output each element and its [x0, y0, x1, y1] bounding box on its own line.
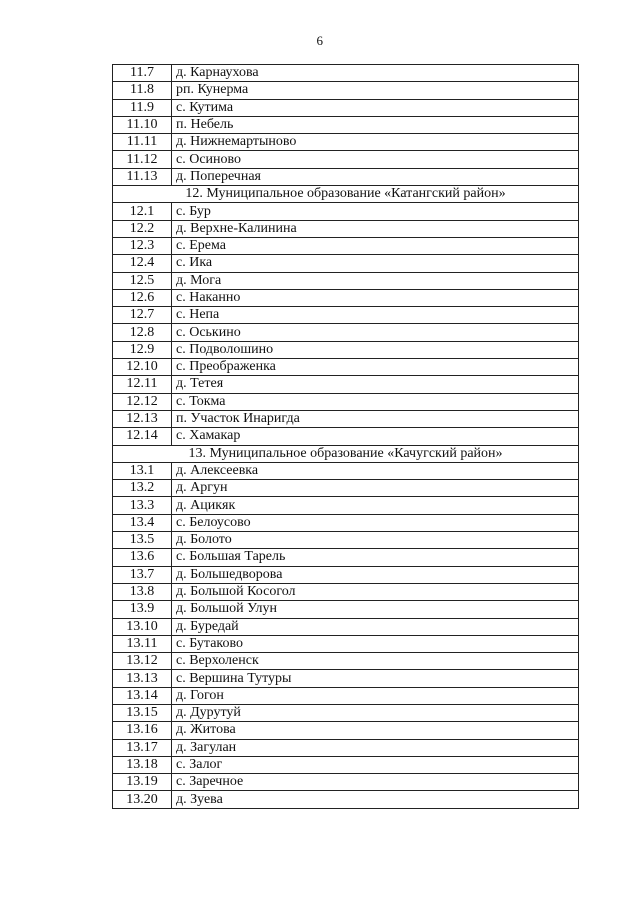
section-header-row: [113, 186, 579, 203]
settlement-name: д. Болото: [172, 532, 579, 549]
table-row: [113, 272, 579, 289]
row-number: 12.6: [113, 289, 172, 306]
row-number: 13.19: [113, 774, 172, 791]
settlement-name: с. Вершина Тутуры: [172, 670, 579, 687]
row-number: 13.17: [113, 739, 172, 756]
settlement-name: с. Заречное: [172, 774, 579, 791]
settlements-table-body: [113, 65, 579, 809]
settlement-name: рп. Кунерма: [172, 82, 579, 99]
settlement-name: д. Буредай: [172, 618, 579, 635]
table-row: [113, 220, 579, 237]
table-row: [113, 480, 579, 497]
table-row: [113, 203, 579, 220]
table-row: [113, 635, 579, 652]
row-number: 12.8: [113, 324, 172, 341]
settlement-name: с. Токма: [172, 393, 579, 410]
row-number: 12.7: [113, 307, 172, 324]
table-row: [113, 99, 579, 116]
row-number: 12.9: [113, 341, 172, 358]
settlement-name: с. Подволошино: [172, 341, 579, 358]
settlement-name: п. Участок Инаригда: [172, 410, 579, 427]
table-row: [113, 566, 579, 583]
row-number: 13.16: [113, 722, 172, 739]
table-row: [113, 341, 579, 358]
settlement-name: с. Бутаково: [172, 635, 579, 652]
table-row: [113, 237, 579, 254]
row-number: 11.9: [113, 99, 172, 116]
table-row: [113, 324, 579, 341]
settlements-table: [112, 64, 579, 809]
row-number: 13.11: [113, 635, 172, 652]
row-number: 12.4: [113, 255, 172, 272]
settlement-name: с. Наканно: [172, 289, 579, 306]
row-number: 12.12: [113, 393, 172, 410]
table-row: [113, 618, 579, 635]
table-row: [113, 393, 579, 410]
row-number: 11.10: [113, 116, 172, 133]
row-number: 13.8: [113, 583, 172, 600]
settlement-name: с. Ерема: [172, 237, 579, 254]
settlement-name: п. Небель: [172, 116, 579, 133]
table-row: [113, 410, 579, 427]
table-row: [113, 514, 579, 531]
table-row: [113, 289, 579, 306]
settlement-name: с. Преображенка: [172, 359, 579, 376]
row-number: 11.13: [113, 168, 172, 185]
table-row: [113, 670, 579, 687]
settlement-name: д. Поперечная: [172, 168, 579, 185]
table-row: [113, 704, 579, 721]
settlement-name: с. Бур: [172, 203, 579, 220]
table-row: [113, 532, 579, 549]
settlement-name: д. Гогон: [172, 687, 579, 704]
row-number: 13.10: [113, 618, 172, 635]
row-number: 13.3: [113, 497, 172, 514]
table-row: [113, 653, 579, 670]
section-header-row: [113, 445, 579, 462]
settlement-name: с. Хамакар: [172, 428, 579, 445]
row-number: 13.2: [113, 480, 172, 497]
table-row: [113, 462, 579, 479]
table-row: [113, 168, 579, 185]
table-row: [113, 151, 579, 168]
row-number: 11.11: [113, 134, 172, 151]
settlement-name: д. Ацикяк: [172, 497, 579, 514]
settlement-name: д. Большой Улун: [172, 601, 579, 618]
table-row: [113, 428, 579, 445]
settlement-name: с. Оськино: [172, 324, 579, 341]
row-number: 12.14: [113, 428, 172, 445]
settlement-name: с. Большая Тарель: [172, 549, 579, 566]
settlement-name: с. Ика: [172, 255, 579, 272]
section-title: 13. Муниципальное образование «Качугский район»: [113, 445, 579, 462]
settlement-name: с. Белоусово: [172, 514, 579, 531]
settlement-name: д. Большедворова: [172, 566, 579, 583]
row-number: 13.5: [113, 532, 172, 549]
settlement-name: с. Кутима: [172, 99, 579, 116]
settlement-name: с. Осиново: [172, 151, 579, 168]
settlement-name: д. Большой Косогол: [172, 583, 579, 600]
row-number: 11.8: [113, 82, 172, 99]
section-title: 12. Муниципальное образование «Катангский район»: [113, 186, 579, 203]
table-row: [113, 687, 579, 704]
table-row: [113, 549, 579, 566]
table-row: [113, 82, 579, 99]
table-row: [113, 774, 579, 791]
table-row: [113, 116, 579, 133]
row-number: 12.10: [113, 359, 172, 376]
settlement-name: д. Загулан: [172, 739, 579, 756]
settlement-name: д. Карнаухова: [172, 65, 579, 82]
settlement-name: с. Залог: [172, 756, 579, 773]
row-number: 13.18: [113, 756, 172, 773]
table-row: [113, 739, 579, 756]
table-row: [113, 359, 579, 376]
table-row: [113, 497, 579, 514]
row-number: 12.5: [113, 272, 172, 289]
table-row: [113, 255, 579, 272]
table-row: [113, 376, 579, 393]
settlement-name: д. Дурутуй: [172, 704, 579, 721]
row-number: 12.2: [113, 220, 172, 237]
row-number: 12.1: [113, 203, 172, 220]
row-number: 13.20: [113, 791, 172, 808]
row-number: 12.13: [113, 410, 172, 427]
settlement-name: д. Тетея: [172, 376, 579, 393]
table-row: [113, 601, 579, 618]
table-row: [113, 307, 579, 324]
row-number: 13.15: [113, 704, 172, 721]
table-row: [113, 791, 579, 808]
row-number: 13.6: [113, 549, 172, 566]
row-number: 13.9: [113, 601, 172, 618]
row-number: 13.13: [113, 670, 172, 687]
table-row: [113, 756, 579, 773]
row-number: 13.4: [113, 514, 172, 531]
settlement-name: д. Нижнемартыново: [172, 134, 579, 151]
row-number: 12.11: [113, 376, 172, 393]
page-number: 6: [316, 33, 324, 48]
settlement-name: д. Верхне-Калинина: [172, 220, 579, 237]
settlement-name: д. Алексеевка: [172, 462, 579, 479]
settlement-name: д. Мога: [172, 272, 579, 289]
row-number: 11.12: [113, 151, 172, 168]
table-row: [113, 134, 579, 151]
table-row: [113, 65, 579, 82]
table-row: [113, 722, 579, 739]
settlement-name: с. Верхоленск: [172, 653, 579, 670]
settlement-name: д. Житова: [172, 722, 579, 739]
row-number: 13.1: [113, 462, 172, 479]
row-number: 12.3: [113, 237, 172, 254]
settlement-name: д. Зуева: [172, 791, 579, 808]
row-number: 13.12: [113, 653, 172, 670]
row-number: 11.7: [113, 65, 172, 82]
settlement-name: д. Аргун: [172, 480, 579, 497]
settlement-name: с. Непа: [172, 307, 579, 324]
row-number: 13.7: [113, 566, 172, 583]
row-number: 13.14: [113, 687, 172, 704]
table-row: [113, 583, 579, 600]
